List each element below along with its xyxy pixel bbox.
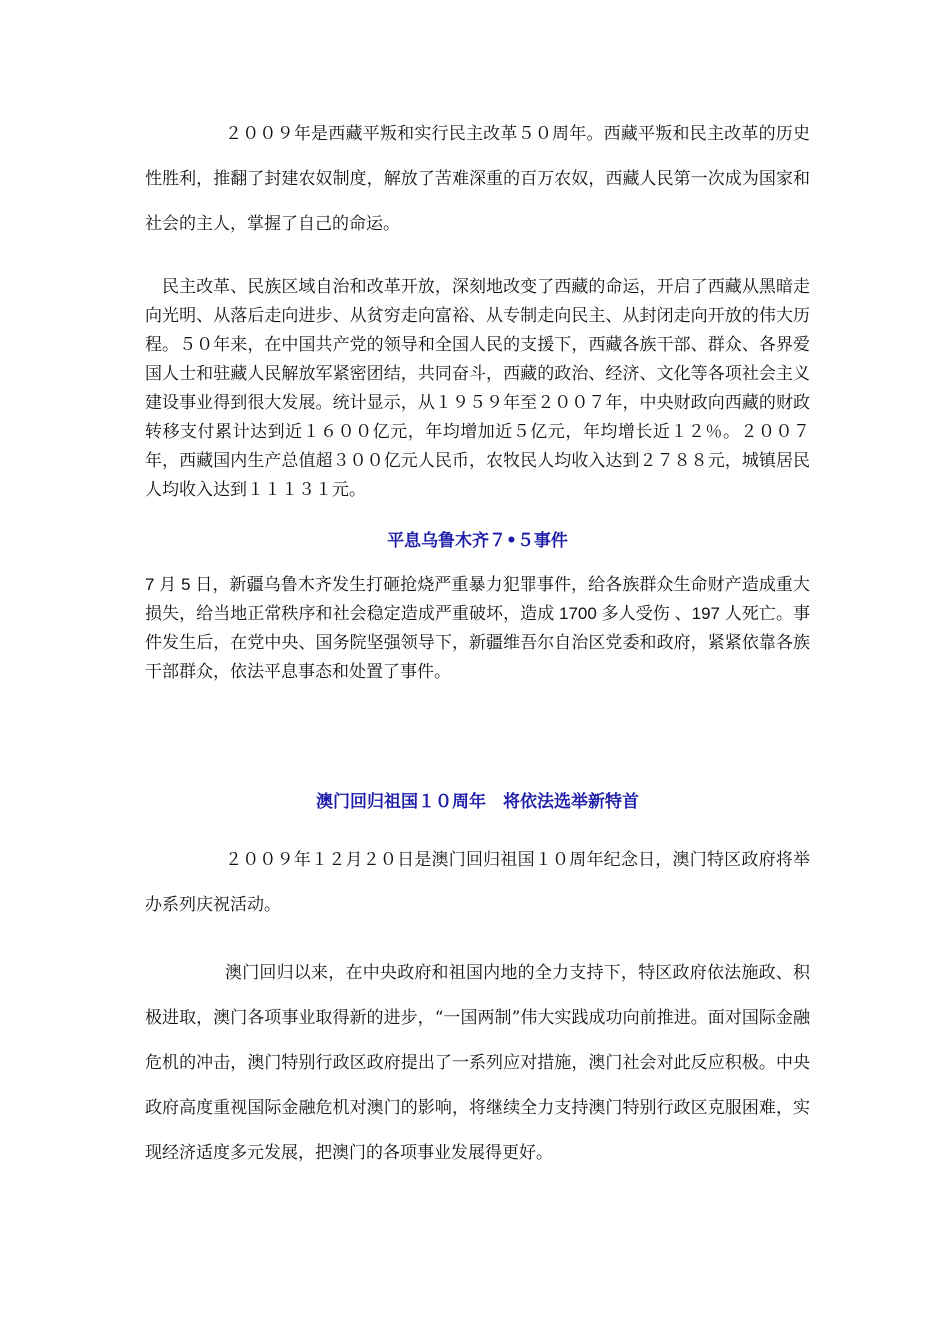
macau-body-paragraph: 澳门回归以来，在中央政府和祖国内地的全力支持下，特区政府依法施政、积极进取，澳门各项事业取得新的进步，“一国两制”伟大实践成功向前推进。面对国际金融危机的冲击，澳门特别行政区政府提出了一系列应对措施，澳门社会对此反应积极。中央政府高度重视国际金融危机对澳门的影响，将继续全力支持澳门特别行政区克服困难，实现经济适度多元发展，把澳门的各项事业发展得更好。: [145, 963, 810, 1163]
macau-intro-paragraph: ２００９年１２月２０日是澳门回归祖国１０周年纪念日，澳门特区政府将举办系列庆祝活动。: [145, 850, 810, 915]
macau-heading: 澳门回归祖国１０周年 将依法选举新特首: [316, 792, 639, 812]
urumqi-paragraph: 7 月 5 日，新疆乌鲁木齐发生打砸抢烧严重暴力犯罪事件，给各族群众生命财产造成重大损失，给当地正常秩序和社会稳定造成严重破坏，造成 1700 多人受伤 、197 人死亡。事件发生后，在党中央、国务院坚强领导下，新疆维吾尔自治区党委和政府，紧紧依靠各族干部群众，依法平息事态和处置了事件。: [145, 575, 810, 681]
tibet-intro-paragraph: ２００９年是西藏平叛和实行民主改革５０周年。西藏平叛和民主改革的历史性胜利，推翻了封建农奴制度，解放了苦难深重的百万农奴，西藏人民第一次成为国家和社会的主人，掌握了自己的命运。: [145, 124, 810, 234]
urumqi-heading: 平息乌鲁木齐７•５事件: [387, 531, 568, 551]
tibet-reform-paragraph: 民主改革、民族区域自治和改革开放，深刻地改变了西藏的命运，开启了西藏从黑暗走向光明、从落后走向进步、从贫穷走向富裕、从专制走向民主、从封闭走向开放的伟大历程。５０年来，在中国共产党的领导和全国人民的支援下，西藏各族干部、群众、各界爱国人士和驻藏人民解放军紧密团结，共同奋斗，西藏的政治、经济、文化等各项社会主义建设事业得到很大发展。统计显示，从１９５９年至２００７年，中央财政向西藏的财政转移支付累计达到近１６００亿元，年均增加近５亿元，年均增长近１２％。２００７年，西藏国内生产总值超３００亿元人民币，农牧民人均收入达到２７８８元，城镇居民人均收入达到１１１３１元。: [145, 277, 810, 500]
